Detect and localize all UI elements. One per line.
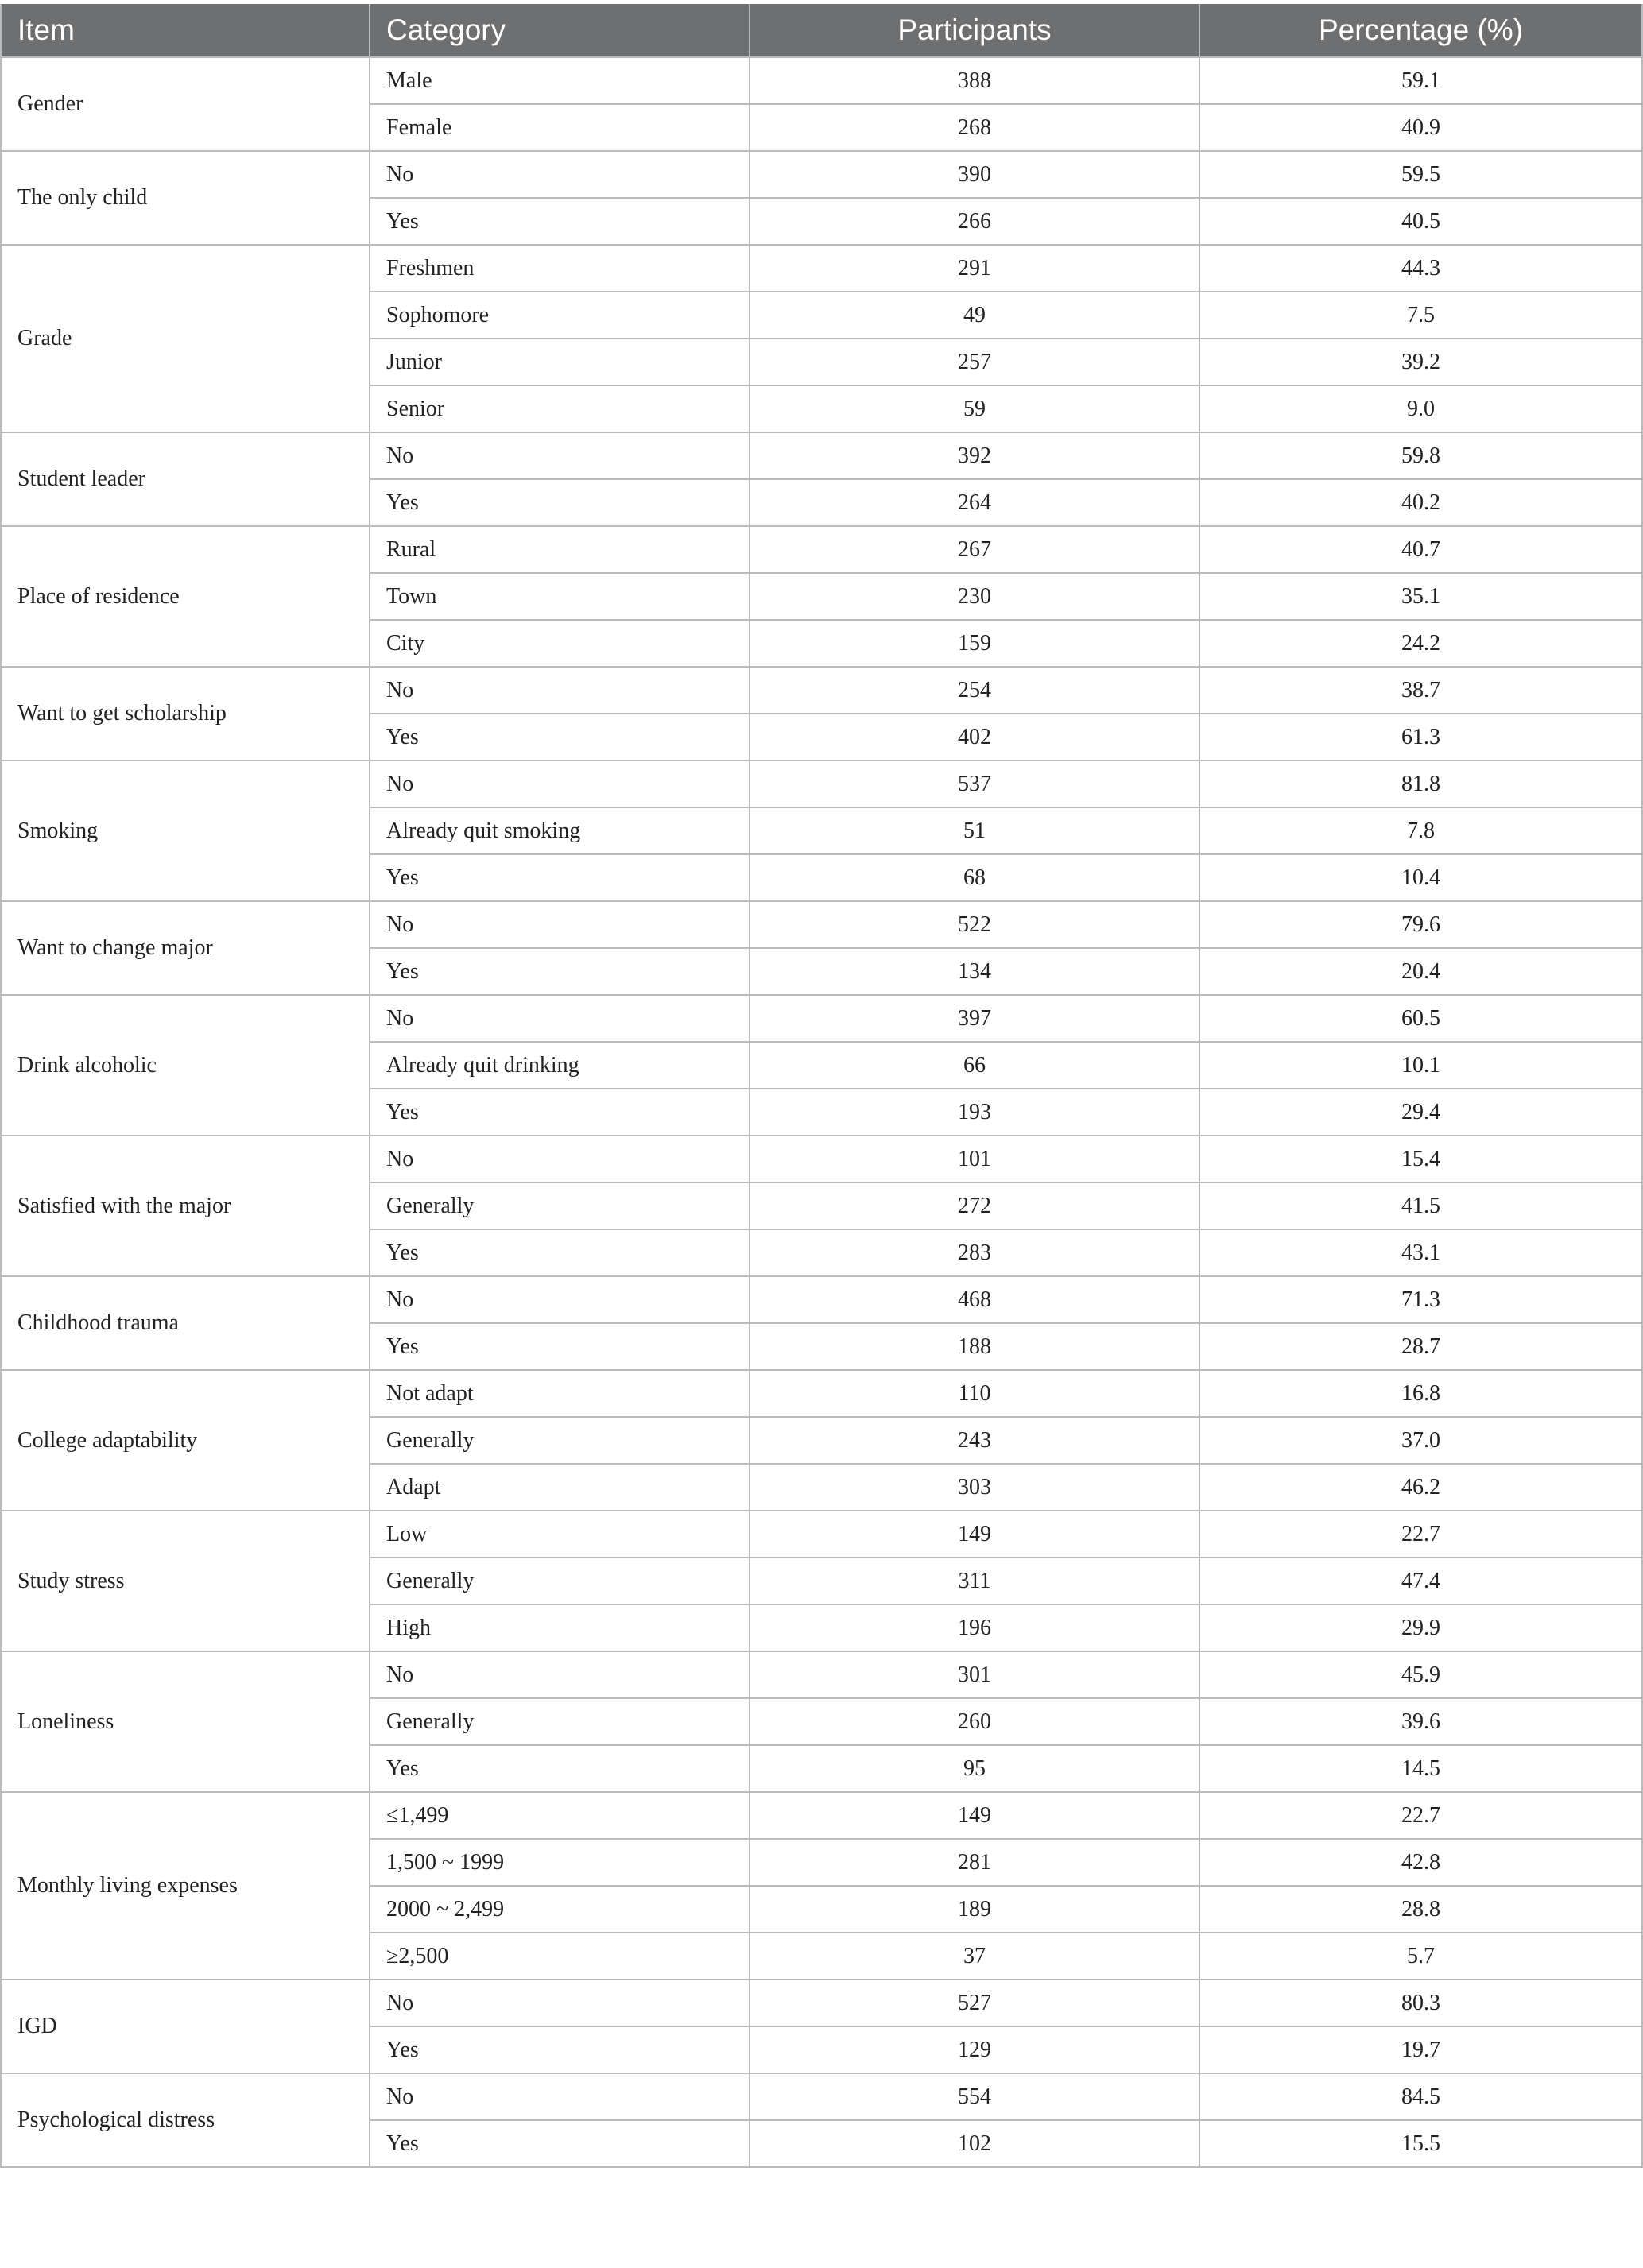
percentage-cell: 41.5 <box>1199 1182 1642 1229</box>
table-row <box>1 1276 1642 1323</box>
participants-cell: 37 <box>750 1933 1199 1980</box>
participants-cell: 159 <box>750 620 1199 667</box>
percentage-cell: 46.2 <box>1199 1464 1642 1511</box>
participants-cell: 149 <box>750 1511 1199 1558</box>
category-cell: 2000 ~ 2,499 <box>370 1886 750 1933</box>
participants-cell: 230 <box>750 573 1199 620</box>
category-cell: Female <box>370 104 750 151</box>
category-cell: Not adapt <box>370 1370 750 1417</box>
table-row <box>1 1511 1642 1558</box>
participants-cell: 264 <box>750 479 1199 526</box>
participants-cell: 196 <box>750 1604 1199 1651</box>
percentage-cell: 42.8 <box>1199 1839 1642 1886</box>
item-cell: Student leader <box>1 432 370 526</box>
table-row <box>1 432 1642 479</box>
table-header <box>1 4 1642 57</box>
demographics-table <box>0 4 1643 2168</box>
participants-cell: 149 <box>750 1792 1199 1839</box>
percentage-cell: 19.7 <box>1199 2026 1642 2073</box>
category-cell: No <box>370 432 750 479</box>
category-cell: No <box>370 1980 750 2026</box>
table-row <box>1 995 1642 1042</box>
header-item: Item <box>1 4 370 57</box>
participants-cell: 267 <box>750 526 1199 573</box>
table-row <box>1 1792 1642 1839</box>
table-body <box>1 57 1642 2167</box>
item-cell: Want to change major <box>1 901 370 995</box>
participants-cell: 390 <box>750 151 1199 198</box>
percentage-cell: 15.5 <box>1199 2120 1642 2167</box>
item-cell: Childhood trauma <box>1 1276 370 1370</box>
category-cell: Already quit smoking <box>370 807 750 854</box>
percentage-cell: 40.7 <box>1199 526 1642 573</box>
item-cell: IGD <box>1 1980 370 2073</box>
category-cell: High <box>370 1604 750 1651</box>
category-cell: Generally <box>370 1698 750 1745</box>
percentage-cell: 40.5 <box>1199 198 1642 245</box>
percentage-cell: 45.9 <box>1199 1651 1642 1698</box>
header-category: Category <box>370 4 750 57</box>
percentage-cell: 47.4 <box>1199 1558 1642 1604</box>
participants-cell: 537 <box>750 761 1199 807</box>
header-row <box>1 4 1642 57</box>
category-cell: ≤1,499 <box>370 1792 750 1839</box>
percentage-cell: 38.7 <box>1199 667 1642 714</box>
header-participants: Participants <box>750 4 1199 57</box>
percentage-cell: 35.1 <box>1199 573 1642 620</box>
participants-cell: 291 <box>750 245 1199 292</box>
percentage-cell: 44.3 <box>1199 245 1642 292</box>
category-cell: Yes <box>370 479 750 526</box>
percentage-cell: 71.3 <box>1199 1276 1642 1323</box>
category-cell: City <box>370 620 750 667</box>
percentage-cell: 61.3 <box>1199 714 1642 761</box>
item-cell: Study stress <box>1 1511 370 1651</box>
category-cell: Sophomore <box>370 292 750 339</box>
category-cell: Generally <box>370 1558 750 1604</box>
category-cell: No <box>370 2073 750 2120</box>
item-cell: Gender <box>1 57 370 151</box>
category-cell: Yes <box>370 1229 750 1276</box>
item-cell: Drink alcoholic <box>1 995 370 1136</box>
item-cell: Smoking <box>1 761 370 901</box>
participants-cell: 397 <box>750 995 1199 1042</box>
category-cell: Yes <box>370 2120 750 2167</box>
percentage-cell: 79.6 <box>1199 901 1642 948</box>
table-row <box>1 151 1642 198</box>
table-row <box>1 1136 1642 1182</box>
percentage-cell: 22.7 <box>1199 1511 1642 1558</box>
category-cell: ≥2,500 <box>370 1933 750 1980</box>
category-cell: Yes <box>370 948 750 995</box>
percentage-cell: 37.0 <box>1199 1417 1642 1464</box>
category-cell: No <box>370 1651 750 1698</box>
item-cell: Monthly living expenses <box>1 1792 370 1980</box>
participants-cell: 257 <box>750 339 1199 385</box>
table-row <box>1 667 1642 714</box>
percentage-cell: 59.5 <box>1199 151 1642 198</box>
participants-cell: 188 <box>750 1323 1199 1370</box>
participants-cell: 134 <box>750 948 1199 995</box>
table-row <box>1 761 1642 807</box>
participants-cell: 260 <box>750 1698 1199 1745</box>
participants-cell: 49 <box>750 292 1199 339</box>
participants-cell: 402 <box>750 714 1199 761</box>
percentage-cell: 43.1 <box>1199 1229 1642 1276</box>
table-row <box>1 1651 1642 1698</box>
percentage-cell: 84.5 <box>1199 2073 1642 2120</box>
percentage-cell: 81.8 <box>1199 761 1642 807</box>
participants-cell: 95 <box>750 1745 1199 1792</box>
percentage-cell: 59.1 <box>1199 57 1642 104</box>
percentage-cell: 9.0 <box>1199 385 1642 432</box>
item-cell: Loneliness <box>1 1651 370 1792</box>
percentage-cell: 59.8 <box>1199 432 1642 479</box>
item-cell: Satisfied with the major <box>1 1136 370 1276</box>
participants-cell: 522 <box>750 901 1199 948</box>
participants-cell: 392 <box>750 432 1199 479</box>
category-cell: No <box>370 151 750 198</box>
category-cell: Yes <box>370 1745 750 1792</box>
category-cell: Junior <box>370 339 750 385</box>
percentage-cell: 28.7 <box>1199 1323 1642 1370</box>
participants-cell: 268 <box>750 104 1199 151</box>
table-row <box>1 901 1642 948</box>
participants-cell: 554 <box>750 2073 1199 2120</box>
percentage-cell: 7.5 <box>1199 292 1642 339</box>
item-cell: Want to get scholarship <box>1 667 370 761</box>
percentage-cell: 39.2 <box>1199 339 1642 385</box>
participants-cell: 243 <box>750 1417 1199 1464</box>
category-cell: Yes <box>370 854 750 901</box>
category-cell: Generally <box>370 1182 750 1229</box>
item-cell: Place of residence <box>1 526 370 667</box>
category-cell: Town <box>370 573 750 620</box>
participants-cell: 193 <box>750 1089 1199 1136</box>
category-cell: Yes <box>370 2026 750 2073</box>
category-cell: Generally <box>370 1417 750 1464</box>
category-cell: No <box>370 995 750 1042</box>
category-cell: Yes <box>370 1323 750 1370</box>
percentage-cell: 10.4 <box>1199 854 1642 901</box>
table-row <box>1 1980 1642 2026</box>
item-cell: Psychological distress <box>1 2073 370 2167</box>
percentage-cell: 10.1 <box>1199 1042 1642 1089</box>
percentage-cell: 28.8 <box>1199 1886 1642 1933</box>
category-cell: No <box>370 667 750 714</box>
percentage-cell: 29.9 <box>1199 1604 1642 1651</box>
participants-cell: 272 <box>750 1182 1199 1229</box>
category-cell: No <box>370 761 750 807</box>
table-container <box>0 4 1643 2168</box>
category-cell: Adapt <box>370 1464 750 1511</box>
item-cell: The only child <box>1 151 370 245</box>
item-cell: Grade <box>1 245 370 432</box>
participants-cell: 468 <box>750 1276 1199 1323</box>
item-cell: College adaptability <box>1 1370 370 1511</box>
percentage-cell: 39.6 <box>1199 1698 1642 1745</box>
table-row <box>1 526 1642 573</box>
percentage-cell: 16.8 <box>1199 1370 1642 1417</box>
participants-cell: 301 <box>750 1651 1199 1698</box>
percentage-cell: 5.7 <box>1199 1933 1642 1980</box>
participants-cell: 311 <box>750 1558 1199 1604</box>
percentage-cell: 29.4 <box>1199 1089 1642 1136</box>
percentage-cell: 7.8 <box>1199 807 1642 854</box>
percentage-cell: 14.5 <box>1199 1745 1642 1792</box>
percentage-cell: 22.7 <box>1199 1792 1642 1839</box>
participants-cell: 283 <box>750 1229 1199 1276</box>
category-cell: Yes <box>370 198 750 245</box>
participants-cell: 388 <box>750 57 1199 104</box>
participants-cell: 254 <box>750 667 1199 714</box>
participants-cell: 189 <box>750 1886 1199 1933</box>
category-cell: 1,500 ~ 1999 <box>370 1839 750 1886</box>
participants-cell: 129 <box>750 2026 1199 2073</box>
table-row <box>1 57 1642 104</box>
percentage-cell: 40.2 <box>1199 479 1642 526</box>
participants-cell: 527 <box>750 1980 1199 2026</box>
percentage-cell: 15.4 <box>1199 1136 1642 1182</box>
category-cell: No <box>370 1136 750 1182</box>
category-cell: Already quit drinking <box>370 1042 750 1089</box>
category-cell: Male <box>370 57 750 104</box>
category-cell: No <box>370 901 750 948</box>
category-cell: Yes <box>370 714 750 761</box>
participants-cell: 102 <box>750 2120 1199 2167</box>
participants-cell: 281 <box>750 1839 1199 1886</box>
percentage-cell: 20.4 <box>1199 948 1642 995</box>
participants-cell: 303 <box>750 1464 1199 1511</box>
category-cell: Freshmen <box>370 245 750 292</box>
category-cell: Rural <box>370 526 750 573</box>
table-row <box>1 1370 1642 1417</box>
participants-cell: 68 <box>750 854 1199 901</box>
category-cell: Low <box>370 1511 750 1558</box>
category-cell: Yes <box>370 1089 750 1136</box>
participants-cell: 110 <box>750 1370 1199 1417</box>
table-row <box>1 2073 1642 2120</box>
percentage-cell: 40.9 <box>1199 104 1642 151</box>
percentage-cell: 60.5 <box>1199 995 1642 1042</box>
percentage-cell: 80.3 <box>1199 1980 1642 2026</box>
table-row <box>1 245 1642 292</box>
category-cell: Senior <box>370 385 750 432</box>
participants-cell: 101 <box>750 1136 1199 1182</box>
participants-cell: 51 <box>750 807 1199 854</box>
percentage-cell: 24.2 <box>1199 620 1642 667</box>
category-cell: No <box>370 1276 750 1323</box>
participants-cell: 59 <box>750 385 1199 432</box>
header-percentage: Percentage (%) <box>1199 4 1642 57</box>
participants-cell: 66 <box>750 1042 1199 1089</box>
participants-cell: 266 <box>750 198 1199 245</box>
